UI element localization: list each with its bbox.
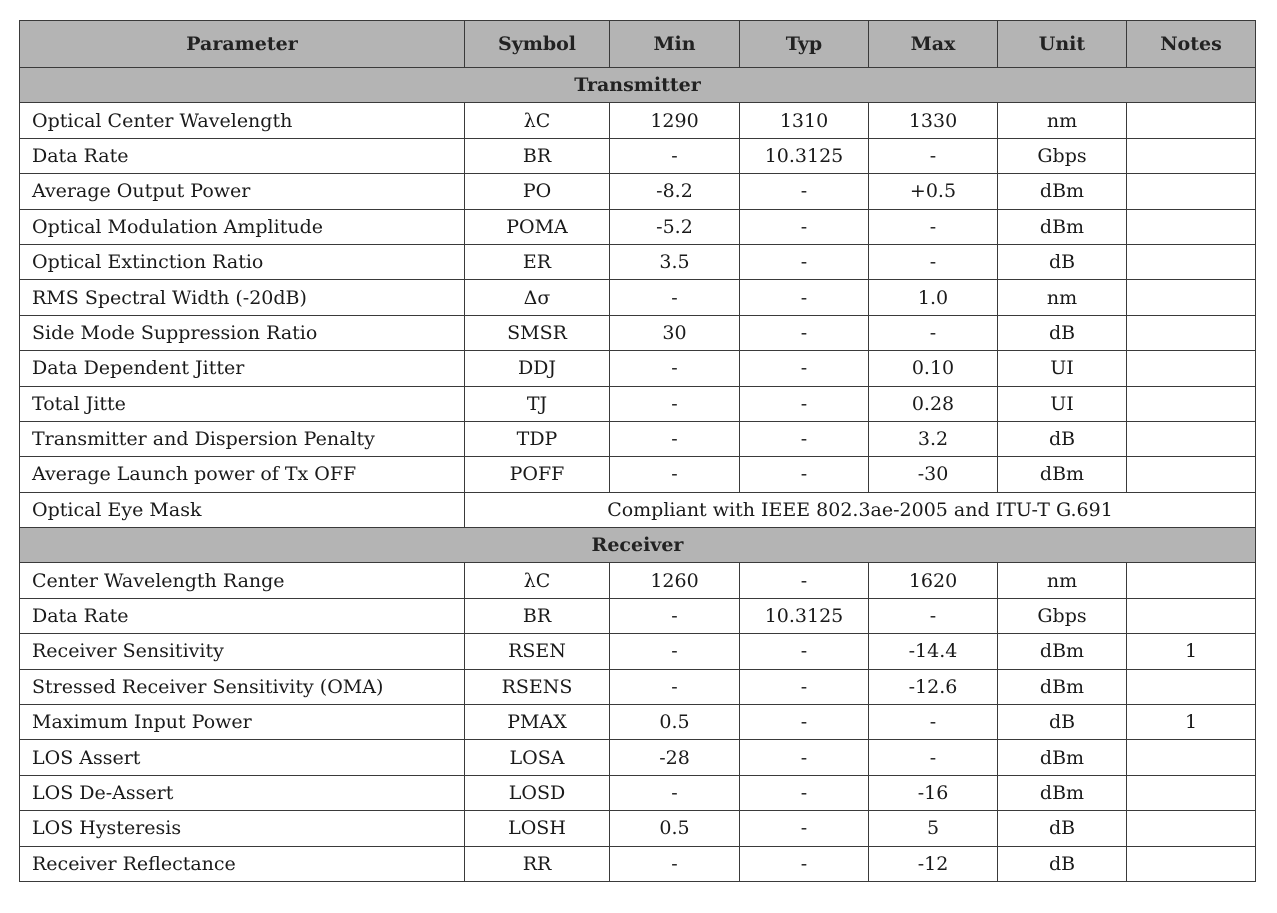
cell-typ: - bbox=[740, 351, 869, 386]
cell-unit: dB bbox=[998, 811, 1127, 846]
cell-typ: - bbox=[740, 634, 869, 669]
cell-notes bbox=[1127, 280, 1256, 315]
cell-max: - bbox=[869, 138, 998, 173]
cell-parameter: RMS Spectral Width (-20dB) bbox=[20, 280, 465, 315]
table-row bbox=[20, 280, 1256, 315]
cell-max: 1330 bbox=[869, 103, 998, 138]
cell-max: 0.28 bbox=[869, 386, 998, 421]
cell-symbol: POMA bbox=[465, 209, 610, 244]
cell-symbol: ER bbox=[465, 244, 610, 279]
cell-min: - bbox=[610, 775, 740, 810]
cell-typ: - bbox=[740, 811, 869, 846]
cell-typ: - bbox=[740, 209, 869, 244]
cell-min: 1260 bbox=[610, 563, 740, 598]
table-row bbox=[20, 174, 1256, 209]
section-header-row bbox=[20, 528, 1256, 563]
cell-notes bbox=[1127, 811, 1256, 846]
header-min: Min bbox=[610, 21, 740, 68]
cell-parameter: Data Dependent Jitter bbox=[20, 351, 465, 386]
cell-unit: dBm bbox=[998, 174, 1127, 209]
cell-min: - bbox=[610, 138, 740, 173]
cell-typ: - bbox=[740, 775, 869, 810]
cell-unit: dBm bbox=[998, 634, 1127, 669]
cell-notes bbox=[1127, 209, 1256, 244]
table-row bbox=[20, 386, 1256, 421]
cell-symbol: DDJ bbox=[465, 351, 610, 386]
cell-notes bbox=[1127, 775, 1256, 810]
cell-typ: - bbox=[740, 174, 869, 209]
cell-parameter: LOS Assert bbox=[20, 740, 465, 775]
cell-symbol: RR bbox=[465, 846, 610, 881]
cell-notes bbox=[1127, 138, 1256, 173]
table-row bbox=[20, 315, 1256, 350]
cell-unit: UI bbox=[998, 386, 1127, 421]
cell-symbol: LOSD bbox=[465, 775, 610, 810]
cell-notes bbox=[1127, 386, 1256, 421]
cell-notes bbox=[1127, 457, 1256, 492]
cell-max: -14.4 bbox=[869, 634, 998, 669]
cell-typ: 10.3125 bbox=[740, 138, 869, 173]
cell-symbol: PO bbox=[465, 174, 610, 209]
cell-unit: dBm bbox=[998, 457, 1127, 492]
cell-parameter: Stressed Receiver Sensitivity (OMA) bbox=[20, 669, 465, 704]
spec-table bbox=[19, 20, 1256, 882]
cell-symbol: LOSH bbox=[465, 811, 610, 846]
header-unit: Unit bbox=[998, 21, 1127, 68]
cell-unit: dB bbox=[998, 315, 1127, 350]
cell-notes: 1 bbox=[1127, 705, 1256, 740]
cell-notes bbox=[1127, 563, 1256, 598]
cell-typ: - bbox=[740, 421, 869, 456]
cell-symbol: RSEN bbox=[465, 634, 610, 669]
cell-max: 1.0 bbox=[869, 280, 998, 315]
cell-parameter: Average Launch power of Tx OFF bbox=[20, 457, 465, 492]
cell-symbol: λC bbox=[465, 563, 610, 598]
cell-max: -12.6 bbox=[869, 669, 998, 704]
cell-min: 30 bbox=[610, 315, 740, 350]
header-symbol: Symbol bbox=[465, 21, 610, 68]
cell-unit: dBm bbox=[998, 740, 1127, 775]
cell-typ: - bbox=[740, 705, 869, 740]
cell-typ: - bbox=[740, 457, 869, 492]
cell-notes bbox=[1127, 846, 1256, 881]
table-row bbox=[20, 740, 1256, 775]
cell-typ: - bbox=[740, 386, 869, 421]
cell-symbol: SMSR bbox=[465, 315, 610, 350]
table-body bbox=[20, 68, 1256, 882]
cell-symbol: POFF bbox=[465, 457, 610, 492]
cell-unit: dBm bbox=[998, 775, 1127, 810]
cell-parameter: Optical Center Wavelength bbox=[20, 103, 465, 138]
cell-notes bbox=[1127, 174, 1256, 209]
table-row bbox=[20, 103, 1256, 138]
cell-max: - bbox=[869, 740, 998, 775]
cell-parameter: Average Output Power bbox=[20, 174, 465, 209]
cell-typ: - bbox=[740, 846, 869, 881]
cell-max: -12 bbox=[869, 846, 998, 881]
cell-parameter: Data Rate bbox=[20, 138, 465, 173]
cell-max: 3.2 bbox=[869, 421, 998, 456]
section-header-row bbox=[20, 68, 1256, 103]
cell-unit: nm bbox=[998, 103, 1127, 138]
table-row bbox=[20, 598, 1256, 633]
section-title: Transmitter bbox=[20, 68, 1256, 103]
cell-min: -8.2 bbox=[610, 174, 740, 209]
cell-parameter: Transmitter and Dispersion Penalty bbox=[20, 421, 465, 456]
cell-min: - bbox=[610, 351, 740, 386]
cell-parameter: Side Mode Suppression Ratio bbox=[20, 315, 465, 350]
cell-symbol: λC bbox=[465, 103, 610, 138]
cell-min: - bbox=[610, 634, 740, 669]
table-row bbox=[20, 634, 1256, 669]
cell-unit: UI bbox=[998, 351, 1127, 386]
table-row bbox=[20, 351, 1256, 386]
cell-min: - bbox=[610, 669, 740, 704]
cell-parameter: LOS Hysteresis bbox=[20, 811, 465, 846]
cell-max: 0.10 bbox=[869, 351, 998, 386]
cell-parameter: Total Jitte bbox=[20, 386, 465, 421]
header-parameter: Parameter bbox=[20, 21, 465, 68]
cell-typ: 10.3125 bbox=[740, 598, 869, 633]
cell-unit: nm bbox=[998, 563, 1127, 598]
cell-notes bbox=[1127, 421, 1256, 456]
cell-symbol: Δσ bbox=[465, 280, 610, 315]
cell-min: - bbox=[610, 457, 740, 492]
cell-notes bbox=[1127, 351, 1256, 386]
cell-max: +0.5 bbox=[869, 174, 998, 209]
table-row bbox=[20, 138, 1256, 173]
cell-notes bbox=[1127, 669, 1256, 704]
cell-symbol: BR bbox=[465, 138, 610, 173]
section-title: Receiver bbox=[20, 528, 1256, 563]
cell-notes: 1 bbox=[1127, 634, 1256, 669]
cell-max: - bbox=[869, 244, 998, 279]
header-row bbox=[20, 21, 1256, 68]
cell-symbol: PMAX bbox=[465, 705, 610, 740]
cell-min: -5.2 bbox=[610, 209, 740, 244]
table-row bbox=[20, 705, 1256, 740]
cell-typ: - bbox=[740, 669, 869, 704]
cell-unit: dBm bbox=[998, 209, 1127, 244]
table-row-span bbox=[20, 492, 1256, 527]
cell-max: -30 bbox=[869, 457, 998, 492]
cell-min: 1290 bbox=[610, 103, 740, 138]
cell-parameter: Receiver Reflectance bbox=[20, 846, 465, 881]
cell-min: - bbox=[610, 421, 740, 456]
cell-symbol: BR bbox=[465, 598, 610, 633]
cell-max: 5 bbox=[869, 811, 998, 846]
cell-unit: dB bbox=[998, 421, 1127, 456]
cell-parameter: Data Rate bbox=[20, 598, 465, 633]
cell-notes bbox=[1127, 315, 1256, 350]
cell-typ: 1310 bbox=[740, 103, 869, 138]
table-row bbox=[20, 563, 1256, 598]
cell-symbol: TJ bbox=[465, 386, 610, 421]
cell-max: - bbox=[869, 598, 998, 633]
cell-parameter: Center Wavelength Range bbox=[20, 563, 465, 598]
cell-parameter: Optical Eye Mask bbox=[20, 492, 465, 527]
cell-notes bbox=[1127, 103, 1256, 138]
cell-parameter: Optical Extinction Ratio bbox=[20, 244, 465, 279]
cell-typ: - bbox=[740, 563, 869, 598]
header-typ: Typ bbox=[740, 21, 869, 68]
table-row bbox=[20, 244, 1256, 279]
cell-notes bbox=[1127, 598, 1256, 633]
cell-min: 3.5 bbox=[610, 244, 740, 279]
cell-min: - bbox=[610, 280, 740, 315]
cell-unit: nm bbox=[998, 280, 1127, 315]
cell-min: - bbox=[610, 386, 740, 421]
table-row bbox=[20, 846, 1256, 881]
cell-min: - bbox=[610, 846, 740, 881]
cell-max: 1620 bbox=[869, 563, 998, 598]
cell-symbol: RSENS bbox=[465, 669, 610, 704]
cell-notes bbox=[1127, 244, 1256, 279]
cell-notes bbox=[1127, 740, 1256, 775]
cell-unit: Gbps bbox=[998, 138, 1127, 173]
cell-min: - bbox=[610, 598, 740, 633]
cell-symbol: LOSA bbox=[465, 740, 610, 775]
header-notes: Notes bbox=[1127, 21, 1256, 68]
cell-max: - bbox=[869, 315, 998, 350]
cell-max: - bbox=[869, 705, 998, 740]
cell-parameter: Receiver Sensitivity bbox=[20, 634, 465, 669]
table-row bbox=[20, 209, 1256, 244]
cell-parameter: LOS De-Assert bbox=[20, 775, 465, 810]
cell-compliance-note: Compliant with IEEE 802.3ae-2005 and ITU-T G.691 bbox=[465, 492, 1256, 527]
cell-typ: - bbox=[740, 740, 869, 775]
cell-max: - bbox=[869, 209, 998, 244]
cell-min: 0.5 bbox=[610, 811, 740, 846]
cell-symbol: TDP bbox=[465, 421, 610, 456]
table-row bbox=[20, 421, 1256, 456]
cell-unit: dB bbox=[998, 705, 1127, 740]
cell-unit: dB bbox=[998, 244, 1127, 279]
table-row bbox=[20, 669, 1256, 704]
cell-unit: dBm bbox=[998, 669, 1127, 704]
table-row bbox=[20, 775, 1256, 810]
cell-unit: Gbps bbox=[998, 598, 1127, 633]
cell-min: 0.5 bbox=[610, 705, 740, 740]
cell-unit: dB bbox=[998, 846, 1127, 881]
cell-max: -16 bbox=[869, 775, 998, 810]
header-max: Max bbox=[869, 21, 998, 68]
cell-parameter: Maximum Input Power bbox=[20, 705, 465, 740]
table-row bbox=[20, 811, 1256, 846]
cell-typ: - bbox=[740, 280, 869, 315]
cell-min: -28 bbox=[610, 740, 740, 775]
cell-typ: - bbox=[740, 315, 869, 350]
cell-parameter: Optical Modulation Amplitude bbox=[20, 209, 465, 244]
cell-typ: - bbox=[740, 244, 869, 279]
table-row bbox=[20, 457, 1256, 492]
